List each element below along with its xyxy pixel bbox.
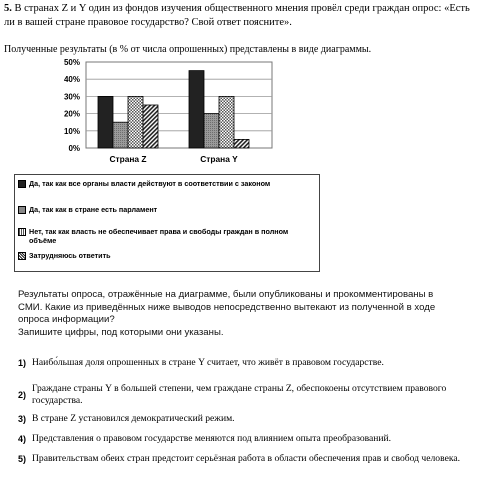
y-tick-label: 30% — [63, 92, 80, 102]
x-category-label: Страна Z — [109, 154, 147, 164]
question-text: В странах Z и Y один из фондов изучения общественного мнения провёл среди граждан опрос: «Есть ли в вашей стране правовое государство? Свой ответ поясните». — [4, 3, 470, 28]
option-number: 1) — [18, 358, 27, 368]
option-text: Правительствам обеих стран предстоит серьёзная работа в области обеспечения прав и свобод человека. — [32, 453, 460, 464]
bar — [98, 96, 113, 148]
legend-label: Затрудняюсь ответить — [29, 251, 111, 260]
option-number: 3) — [18, 414, 27, 424]
legend-item — [18, 227, 314, 245]
legend-label: Да, так как в стране есть парламент — [29, 205, 158, 214]
x-category-label: Страна Y — [200, 154, 238, 164]
legend-label: Нет, так как власть не обеспечивает права и свободы граждан в полном объёме — [29, 227, 289, 245]
chart-caption: Полученные результаты (в % от числа опрошенных) представлены в виде диаграммы. — [4, 44, 372, 55]
option-text: Представления о правовом государстве меняются под влиянием опыта преобразований. — [32, 433, 392, 444]
legend-swatch — [18, 180, 26, 188]
legend-item — [18, 179, 314, 188]
option-number: 5) — [18, 454, 27, 464]
legend-label: Да, так как все органы власти действуют в соответствии с законом — [29, 179, 271, 188]
y-tick-label: 0% — [68, 144, 80, 153]
bar — [204, 114, 219, 148]
bar — [219, 96, 234, 148]
bar — [234, 139, 249, 148]
bar — [128, 96, 143, 148]
y-tick-label: 20% — [63, 109, 80, 119]
option-text: В стране Z установился демократический режим. — [32, 413, 235, 424]
body-paragraph: Результаты опроса, отражённые на диаграмме, были опубликованы и прокомментированы в СМИ. Какие из приведённых ниже выводов непосредственно вытекают из полученной в ходе опроса информации? — [18, 289, 436, 326]
bar — [189, 71, 204, 148]
y-tick-label: 40% — [63, 75, 80, 85]
option-text: Граждане страны Y в большей степени, чем граждане страны Z, обеспокоены отсутствием правового государства. — [32, 383, 447, 406]
body-instruction: Запишите цифры, под которыми они указаны. — [18, 326, 224, 338]
legend-swatch — [18, 252, 26, 260]
y-tick-label: 50% — [63, 58, 80, 67]
option-number: 4) — [18, 434, 27, 444]
legend-item — [18, 251, 314, 260]
body-text — [18, 289, 438, 339]
option-number: 2) — [18, 390, 27, 400]
y-tick-label: 10% — [63, 126, 80, 136]
chart-legend — [14, 174, 320, 272]
legend-item — [18, 205, 314, 214]
task-number: 5. — [4, 3, 12, 14]
legend-swatch — [18, 206, 26, 214]
bar — [143, 105, 158, 148]
legend-swatch — [18, 228, 26, 236]
option-text: Наибо́льшая доля опрошенных в стране Y считает, что живёт в правовом государстве. — [32, 357, 384, 368]
bar — [113, 122, 128, 148]
